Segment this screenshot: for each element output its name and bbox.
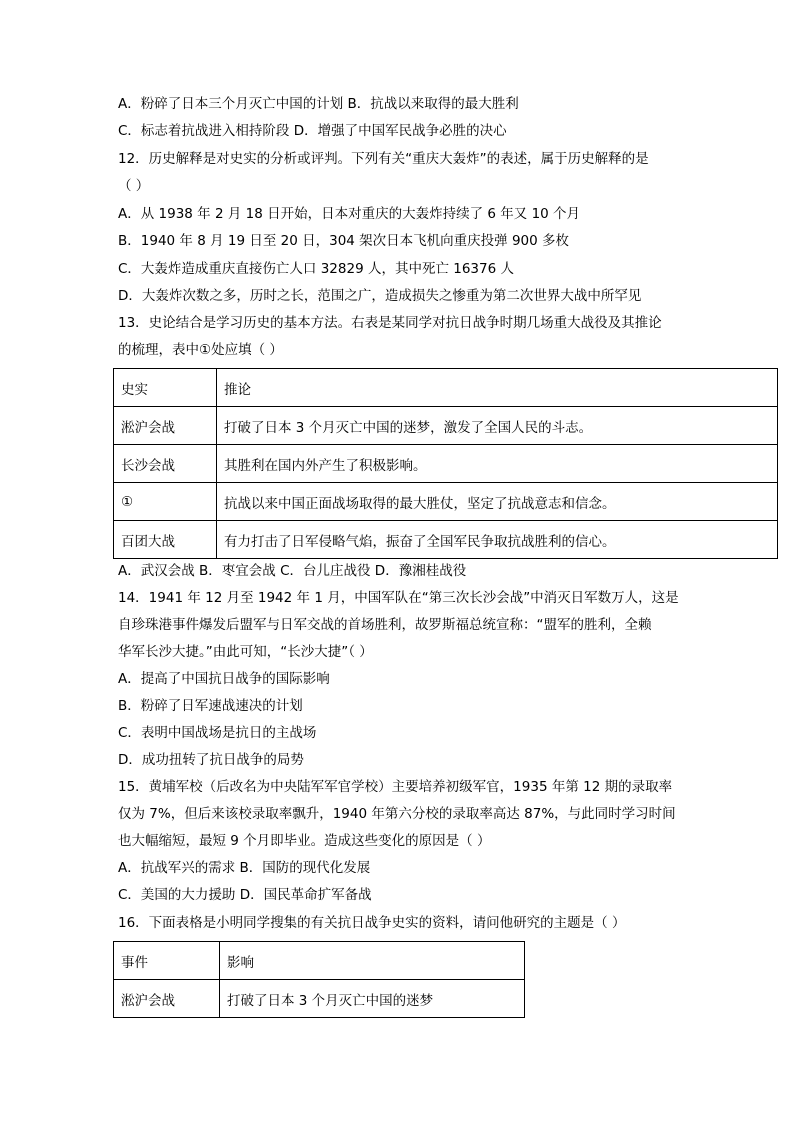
option-line-cd: C．标志着抗战进入相持阶段 D．增强了中国军民战争必胜的决心 bbox=[118, 123, 507, 139]
q14-option-a: A．提高了中国抗日战争的国际影响 bbox=[118, 671, 330, 687]
table-cell: 其胜利在国内外产生了积极影响。 bbox=[217, 445, 778, 483]
q12-option-c: C．大轰炸造成重庆直接伤亡人口 32829 人，其中死亡 16376 人 bbox=[118, 261, 514, 277]
table-row bbox=[114, 483, 778, 521]
table-header-cell: 推论 bbox=[217, 369, 778, 407]
q13-stem-2: 的梳理，表中①处应填（ ） bbox=[118, 342, 283, 358]
q12-stem-2: （ ） bbox=[118, 178, 150, 194]
table-cell: 淞沪会战 bbox=[114, 407, 217, 445]
q12-stem-1: 12．历史解释是对史实的分析或评判。下列有关“重庆大轰炸”的表述，属于历史解释的是 bbox=[118, 151, 649, 167]
table-header-cell: 事件 bbox=[114, 942, 220, 980]
table-cell: 百团大战 bbox=[114, 521, 217, 559]
table-header-row bbox=[114, 369, 778, 407]
q14-stem-3: 华军长沙大捷。”由此可知，“长沙大捷”（ ） bbox=[118, 644, 373, 660]
table-cell: 长沙会战 bbox=[114, 445, 217, 483]
q14-option-c: C．表明中国战场是抗日的主战场 bbox=[118, 725, 317, 741]
option-line-ab: A．粉碎了日本三个月灭亡中国的计划 B．抗战以来取得的最大胜利 bbox=[118, 96, 519, 112]
q14-option-b: B．粉碎了日军速战速决的计划 bbox=[118, 698, 303, 714]
table-cell: 抗战以来中国正面战场取得的最大胜仗，坚定了抗战意志和信念。 bbox=[217, 483, 778, 521]
table-header-row bbox=[114, 942, 525, 980]
q13-stem-1: 13．史论结合是学习历史的基本方法。右表是某同学对抗日战争时期几场重大战役及其推论 bbox=[118, 315, 662, 331]
q15-stem-1: 15．黄埔军校（后改名为中央陆军军官学校）主要培养初级军官，1935 年第 12 期的录取率 bbox=[118, 779, 673, 795]
q13-table bbox=[113, 368, 778, 559]
q16-table bbox=[113, 941, 525, 1018]
q14-option-d: D．成功扭转了抗日战争的局势 bbox=[118, 752, 304, 768]
q12-option-b: B．1940 年 8 月 19 日至 20 日，304 架次日本飞机向重庆投弹 900 多枚 bbox=[118, 233, 570, 249]
table-row bbox=[114, 407, 778, 445]
q14-stem-1: 14．1941 年 12 月至 1942 年 1 月，中国军队在“第三次长沙会战”中消灭日军数万人，这是 bbox=[118, 590, 679, 606]
table-cell: 打破了日本 3 个月灭亡中国的迷梦，激发了全国人民的斗志。 bbox=[217, 407, 778, 445]
q15-stem-3: 也大幅缩短，最短 9 个月即毕业。造成这些变化的原因是（ ） bbox=[118, 833, 491, 849]
table-row bbox=[114, 521, 778, 559]
q15-option-ab: A．抗战军兴的需求 B．国防的现代化发展 bbox=[118, 860, 371, 876]
q13-options: A．武汉会战 B．枣宜会战 C．台儿庄战役 D．豫湘桂战役 bbox=[118, 563, 467, 579]
table-row bbox=[114, 445, 778, 483]
q15-option-cd: C．美国的大力援助 D．国民革命扩军备战 bbox=[118, 887, 372, 903]
table-cell: 有力打击了日军侵略气焰，振奋了全国军民争取抗战胜利的信心。 bbox=[217, 521, 778, 559]
q15-stem-2: 仅为 7%，但后来该校录取率飘升，1940 年第六分校的录取率高达 87%，与此同时学习时间 bbox=[118, 806, 676, 822]
table-header-cell: 影响 bbox=[220, 942, 525, 980]
table-cell: ① bbox=[114, 483, 217, 521]
q16-stem: 16．下面表格是小明同学搜集的有关抗日战争史实的资料，请问他研究的主题是（ ） bbox=[118, 915, 626, 931]
q14-stem-2: 自珍珠港事件爆发后盟军与日军交战的首场胜利，故罗斯福总统宣称：“盟军的胜利，全赖 bbox=[118, 617, 652, 633]
table-header-cell: 史实 bbox=[114, 369, 217, 407]
q12-option-a: A．从 1938 年 2 月 18 日开始，日本对重庆的大轰炸持续了 6 年又 10 个月 bbox=[118, 206, 581, 222]
table-row bbox=[114, 980, 525, 1018]
table-cell: 淞沪会战 bbox=[114, 980, 220, 1018]
table-cell: 打破了日本 3 个月灭亡中国的迷梦 bbox=[220, 980, 525, 1018]
q12-option-d: D．大轰炸次数之多，历时之长，范围之广，造成损失之惨重为第二次世界大战中所罕见 bbox=[118, 288, 642, 304]
